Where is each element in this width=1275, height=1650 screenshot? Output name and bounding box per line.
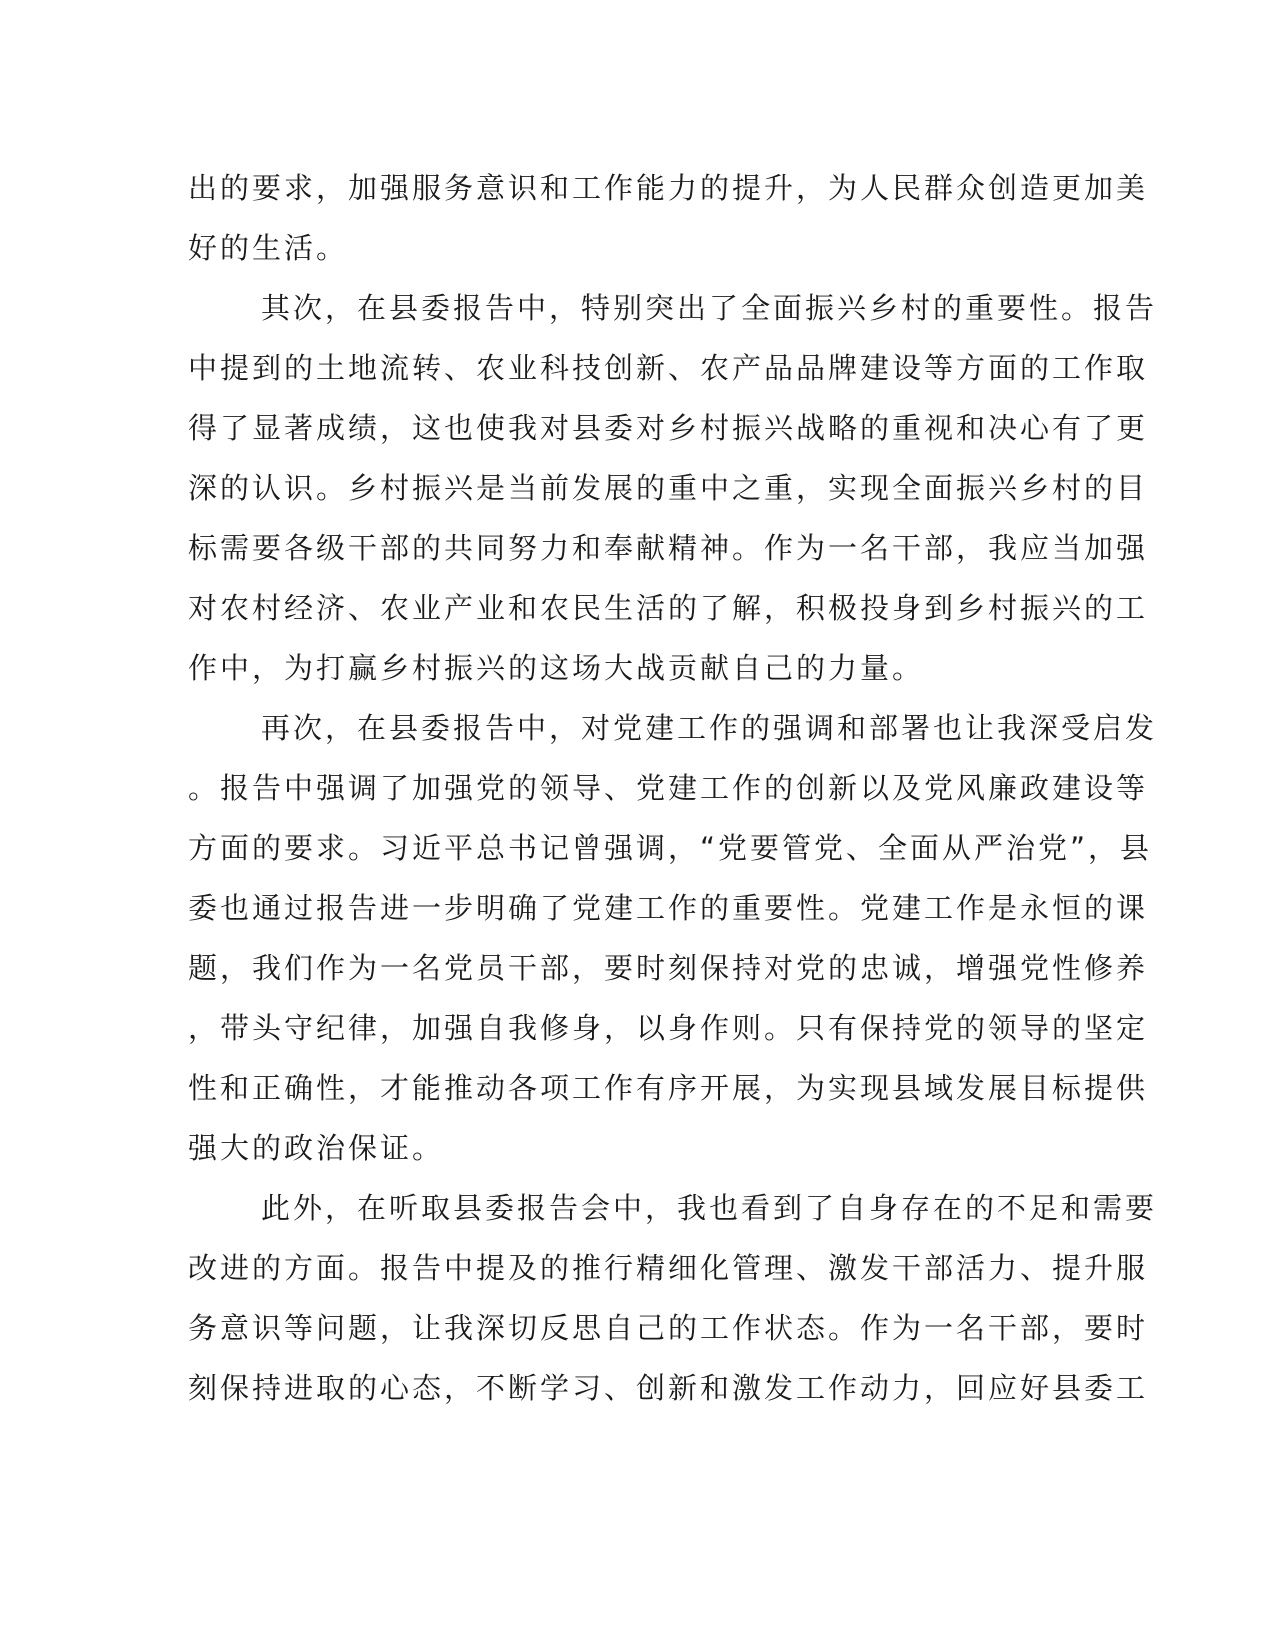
text-line: 题，我们作为一名党员干部，要时刻保持对党的忠诚，增强党性修养 (188, 951, 1149, 985)
text-line: 中提到的土地流转、农业科技创新、农产品品牌建设等方面的工作取 (188, 351, 1149, 385)
text-line: 刻保持进取的心态，不断学习、创新和激发工作动力，回应好县委工 (188, 1371, 1149, 1405)
text-line: 。报告中强调了加强党的领导、党建工作的创新以及党风廉政建设等 (188, 771, 1149, 805)
paragraph-first-line: 其次，在县委报告中，特别突出了全面振兴乡村的重要性。报告 (261, 291, 1158, 325)
paragraph-first-line: 再次，在县委报告中，对党建工作的强调和部署也让我深受启发 (261, 711, 1158, 745)
paragraph-first-line: 此外，在听取县委报告会中，我也看到了自身存在的不足和需要 (261, 1191, 1158, 1225)
text-line: 标需要各级干部的共同努力和奉献精神。作为一名干部，我应当加强 (188, 531, 1149, 565)
text-line: 得了显著成绩，这也使我对县委对乡村振兴战略的重视和决心有了更 (188, 411, 1149, 445)
text-line: 务意识等问题，让我深切反思自己的工作状态。作为一名干部，要时 (188, 1311, 1149, 1345)
text-line: 性和正确性，才能推动各项工作有序开展，为实现县域发展目标提供 (188, 1071, 1149, 1105)
text-line: 出的要求，加强服务意识和工作能力的提升，为人民群众创造更加美 (188, 171, 1149, 205)
text-line: 好的生活。 (188, 231, 349, 265)
text-line: 强大的政治保证。 (188, 1131, 445, 1165)
document-body (188, 158, 1158, 1418)
text-line: 方面的要求。习近平总书记曾强调，“党要管党、全面从严治党”，县 (188, 831, 1153, 865)
text-line: 委也通过报告进一步明确了党建工作的重要性。党建工作是永恒的课 (188, 891, 1149, 925)
text-line: 作中，为打赢乡村振兴的这场大战贡献自己的力量。 (188, 651, 925, 685)
text-line: 对农村经济、农业产业和农民生活的了解，积极投身到乡村振兴的工 (188, 591, 1149, 625)
text-line: 改进的方面。报告中提及的推行精细化管理、激发干部活力、提升服 (188, 1251, 1149, 1285)
text-line: ，带头守纪律，加强自我修身，以身作则。只有保持党的领导的坚定 (188, 1011, 1149, 1045)
text-line: 深的认识。乡村振兴是当前发展的重中之重，实现全面振兴乡村的目 (188, 471, 1149, 505)
